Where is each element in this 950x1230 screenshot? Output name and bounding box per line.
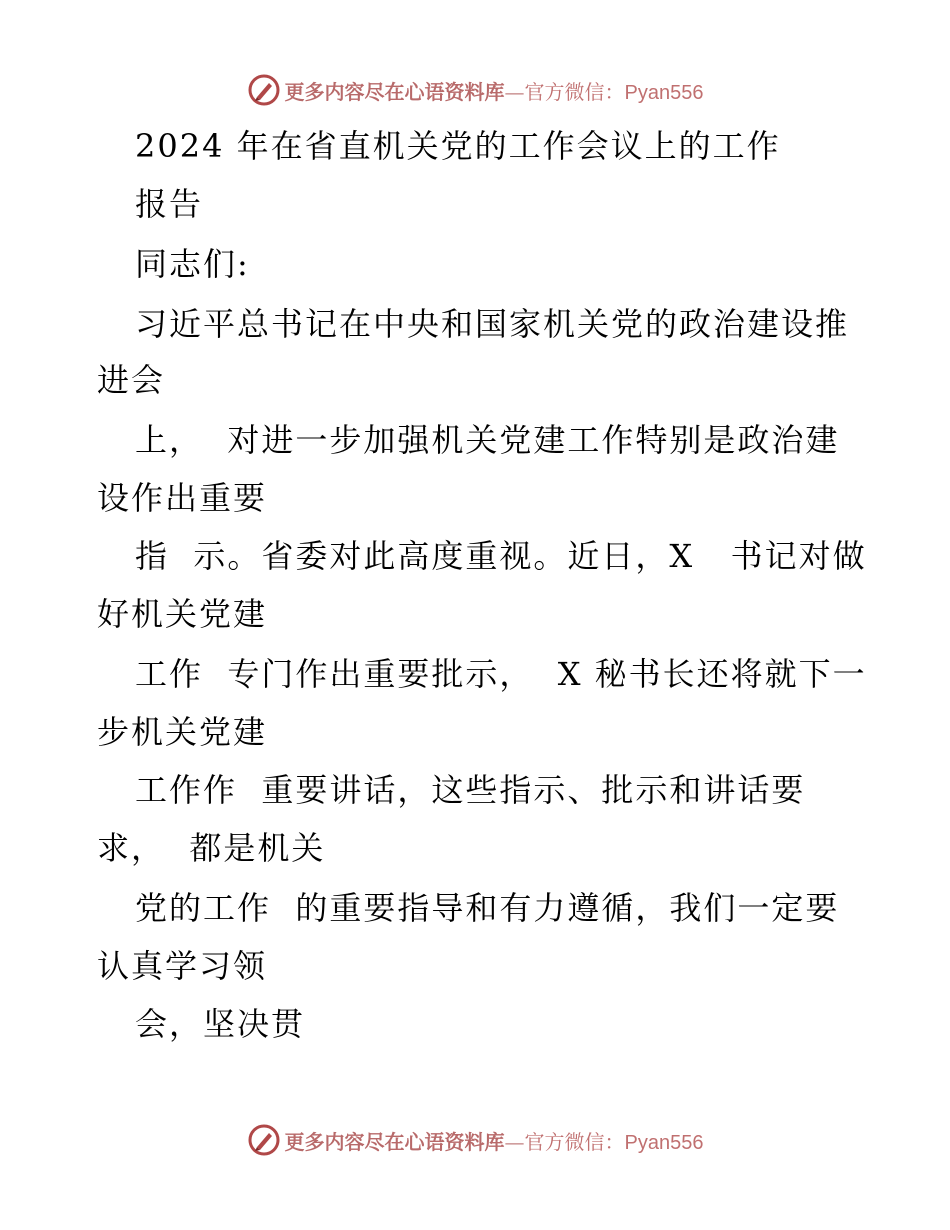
pen-logo-icon: [247, 1123, 281, 1157]
doc-line: 设作出重要: [97, 479, 268, 517]
doc-line: 进会: [97, 361, 166, 399]
watermark-text: 更多内容尽在心语资料库—官方微信：Pyan556: [284, 79, 704, 104]
doc-line: 工作作 重要讲话，这些指示、批示和讲话要: [135, 771, 806, 809]
doc-line: 指 示。省委对此高度重视。近日，X 书记对做: [135, 537, 867, 575]
doc-line: 习近平总书记在中央和国家机关党的政治建设推: [135, 305, 850, 343]
doc-line: 求， 都是机关: [97, 829, 326, 867]
doc-line: 认真学习领: [97, 947, 268, 985]
watermark-banner-top: [0, 70, 950, 110]
doc-line: 步机关党建: [97, 713, 268, 751]
doc-line-title-1: 2024 年在省直机关党的工作会议上的工作: [135, 127, 781, 165]
doc-line: 好机关党建: [97, 595, 268, 633]
doc-line: 上， 对进一步加强机关党建工作特别是政治建: [135, 421, 840, 459]
doc-line-salutation: 同志们:: [135, 245, 250, 283]
doc-line: 工作 专门作出重要批示， X 秘书长还将就下一: [135, 655, 867, 693]
watermark-text: 更多内容尽在心语资料库—官方微信：Pyan556: [284, 1129, 704, 1154]
doc-line-title-2: 报告: [135, 185, 204, 223]
pen-logo-icon: [247, 73, 281, 107]
watermark-banner-bottom: [0, 1120, 950, 1160]
doc-line: 党的工作 的重要指导和有力遵循，我们一定要: [135, 889, 840, 927]
doc-line: 会，坚决贯: [135, 1005, 306, 1043]
